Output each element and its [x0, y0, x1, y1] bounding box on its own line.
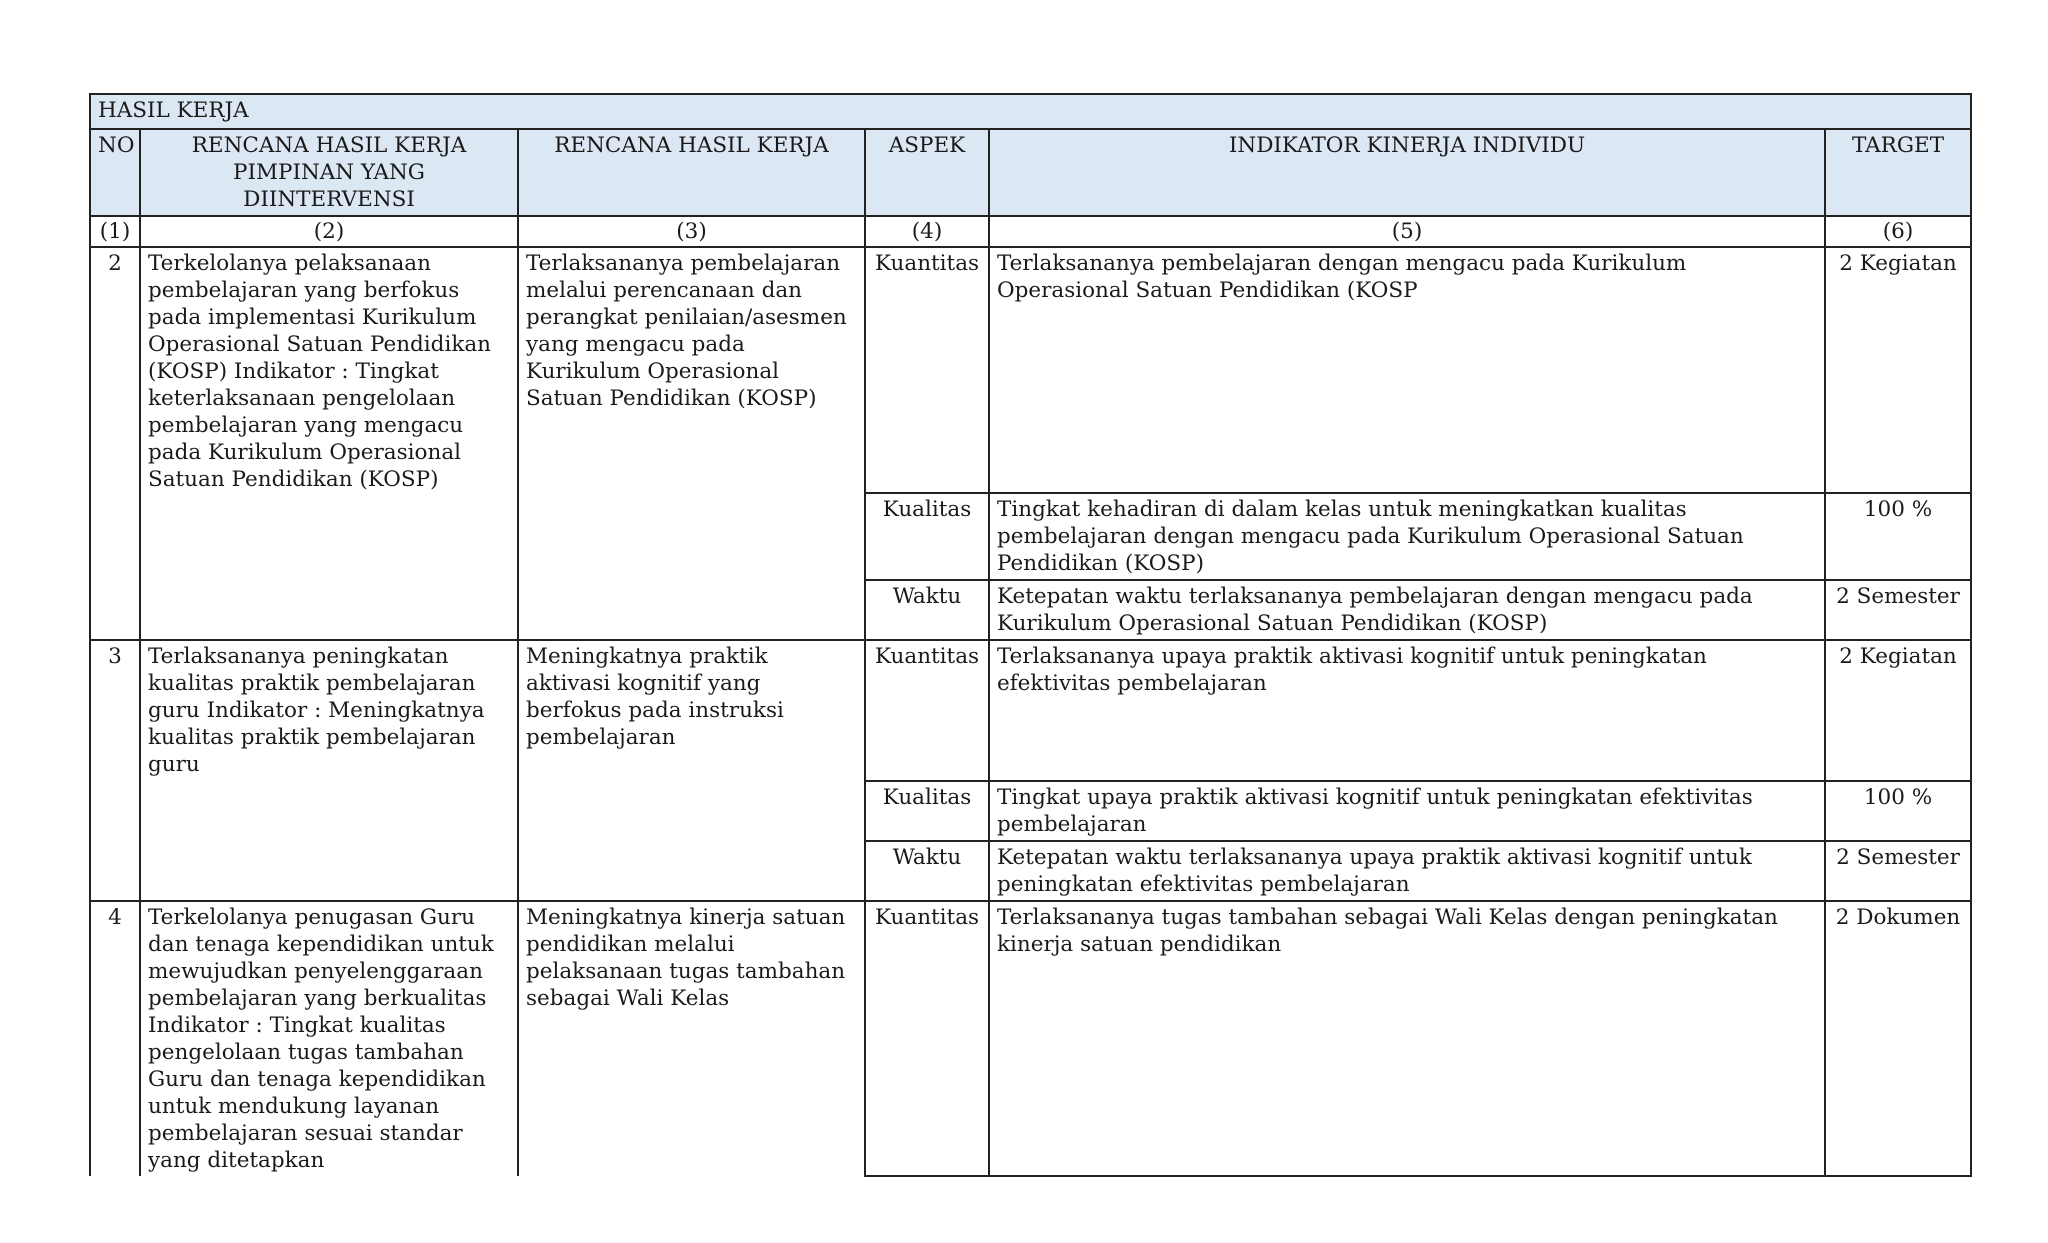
row-number: 4 — [90, 901, 140, 1176]
column-number: (2) — [140, 216, 518, 247]
aspek-cell: Kualitas — [865, 493, 989, 580]
row-number: 2 — [90, 247, 140, 640]
column-number: (5) — [989, 216, 1825, 247]
rhk-cell: Meningkatnya kinerja satuan pendidikan melalui pelaksanaan tugas tambahan sebagai Wali Kelas — [518, 901, 865, 1176]
aspek-cell: Kualitas — [865, 781, 989, 841]
column-number: (6) — [1825, 216, 1971, 247]
indikator-cell: Tingkat upaya praktik aktivasi kognitif untuk peningkatan efektivitas pembelajaran — [989, 781, 1825, 841]
indikator-cell: Ketepatan waktu terlaksananya pembelajaran dengan mengacu pada Kurikulum Operasional Satuan Pendidikan (KOSP) — [989, 580, 1825, 640]
aspek-cell: Kuantitas — [865, 901, 989, 1176]
section-title-row — [90, 94, 1971, 129]
section-title: HASIL KERJA — [90, 94, 1971, 129]
column-number: (3) — [518, 216, 865, 247]
target-cell: 2 Kegiatan — [1825, 640, 1971, 781]
rhk-cell: Meningkatnya praktik aktivasi kognitif yang berfokus pada instruksi pembelajaran — [518, 640, 865, 901]
header-aspek: ASPEK — [865, 129, 989, 216]
target-cell: 2 Dokumen — [1825, 901, 1971, 1176]
indikator-cell: Ketepatan waktu terlaksananya upaya praktik aktivasi kognitif untuk peningkatan efektivitas pembelajaran — [989, 841, 1825, 901]
header-indikator: INDIKATOR KINERJA INDIVIDU — [989, 129, 1825, 216]
header-target: TARGET — [1825, 129, 1971, 216]
table-row — [90, 901, 1971, 1176]
aspek-cell: Waktu — [865, 580, 989, 640]
indikator-cell: Terlaksananya tugas tambahan sebagai Wali Kelas dengan peningkatan kinerja satuan pendidikan — [989, 901, 1825, 1176]
document-page — [89, 93, 1970, 1177]
header-row — [90, 129, 1971, 216]
target-cell: 100 % — [1825, 781, 1971, 841]
row-number: 3 — [90, 640, 140, 901]
indikator-cell: Terlaksananya pembelajaran dengan mengacu pada Kurikulum Operasional Satuan Pendidikan (KOSP — [989, 247, 1825, 493]
table-row — [90, 247, 1971, 493]
header-rhk-pimpinan: RENCANA HASIL KERJA PIMPINAN YANG DIINTERVENSI — [140, 129, 518, 216]
rhk-pimpinan-cell: Terkelolanya pelaksanaan pembelajaran yang berfokus pada implementasi Kurikulum Operasional Satuan Pendidikan (KOSP) Indikator : Tingkat keterlaksanaan pengelolaan pembelajaran yang mengacu pada Kurikulum Operasional Satuan Pendidikan (KOSP) — [140, 247, 518, 640]
aspek-cell: Kuantitas — [865, 640, 989, 781]
target-cell: 2 Kegiatan — [1825, 247, 1971, 493]
column-number: (1) — [90, 216, 140, 247]
rhk-pimpinan-cell: Terlaksananya peningkatan kualitas praktik pembelajaran guru Indikator : Meningkatnya kualitas praktik pembelajaran guru — [140, 640, 518, 901]
indikator-cell: Tingkat kehadiran di dalam kelas untuk meningkatkan kualitas pembelajaran dengan mengacu pada Kurikulum Operasional Satuan Pendidikan (KOSP) — [989, 493, 1825, 580]
indikator-cell: Terlaksananya upaya praktik aktivasi kognitif untuk peningkatan efektivitas pembelajaran — [989, 640, 1825, 781]
target-cell: 2 Semester — [1825, 580, 1971, 640]
target-cell: 2 Semester — [1825, 841, 1971, 901]
aspek-cell: Waktu — [865, 841, 989, 901]
column-number: (4) — [865, 216, 989, 247]
target-cell: 100 % — [1825, 493, 1971, 580]
aspek-cell: Kuantitas — [865, 247, 989, 493]
header-rhk: RENCANA HASIL KERJA — [518, 129, 865, 216]
rhk-pimpinan-cell: Terkelolanya penugasan Guru dan tenaga kependidikan untuk mewujudkan penyelenggaraan pembelajaran yang berkualitas Indikator : Tingkat kualitas pengelolaan tugas tambahan Guru dan tenaga kependidikan untuk mendukung layanan pembelajaran sesuai standar yang ditetapkan — [140, 901, 518, 1176]
header-no: NO — [90, 129, 140, 216]
column-number-row — [90, 216, 1971, 247]
hasil-kerja-table — [89, 93, 1972, 1177]
rhk-cell: Terlaksananya pembelajaran melalui perencanaan dan perangkat penilaian/asesmen yang mengacu pada Kurikulum Operasional Satuan Pendidikan (KOSP) — [518, 247, 865, 640]
table-row — [90, 640, 1971, 781]
